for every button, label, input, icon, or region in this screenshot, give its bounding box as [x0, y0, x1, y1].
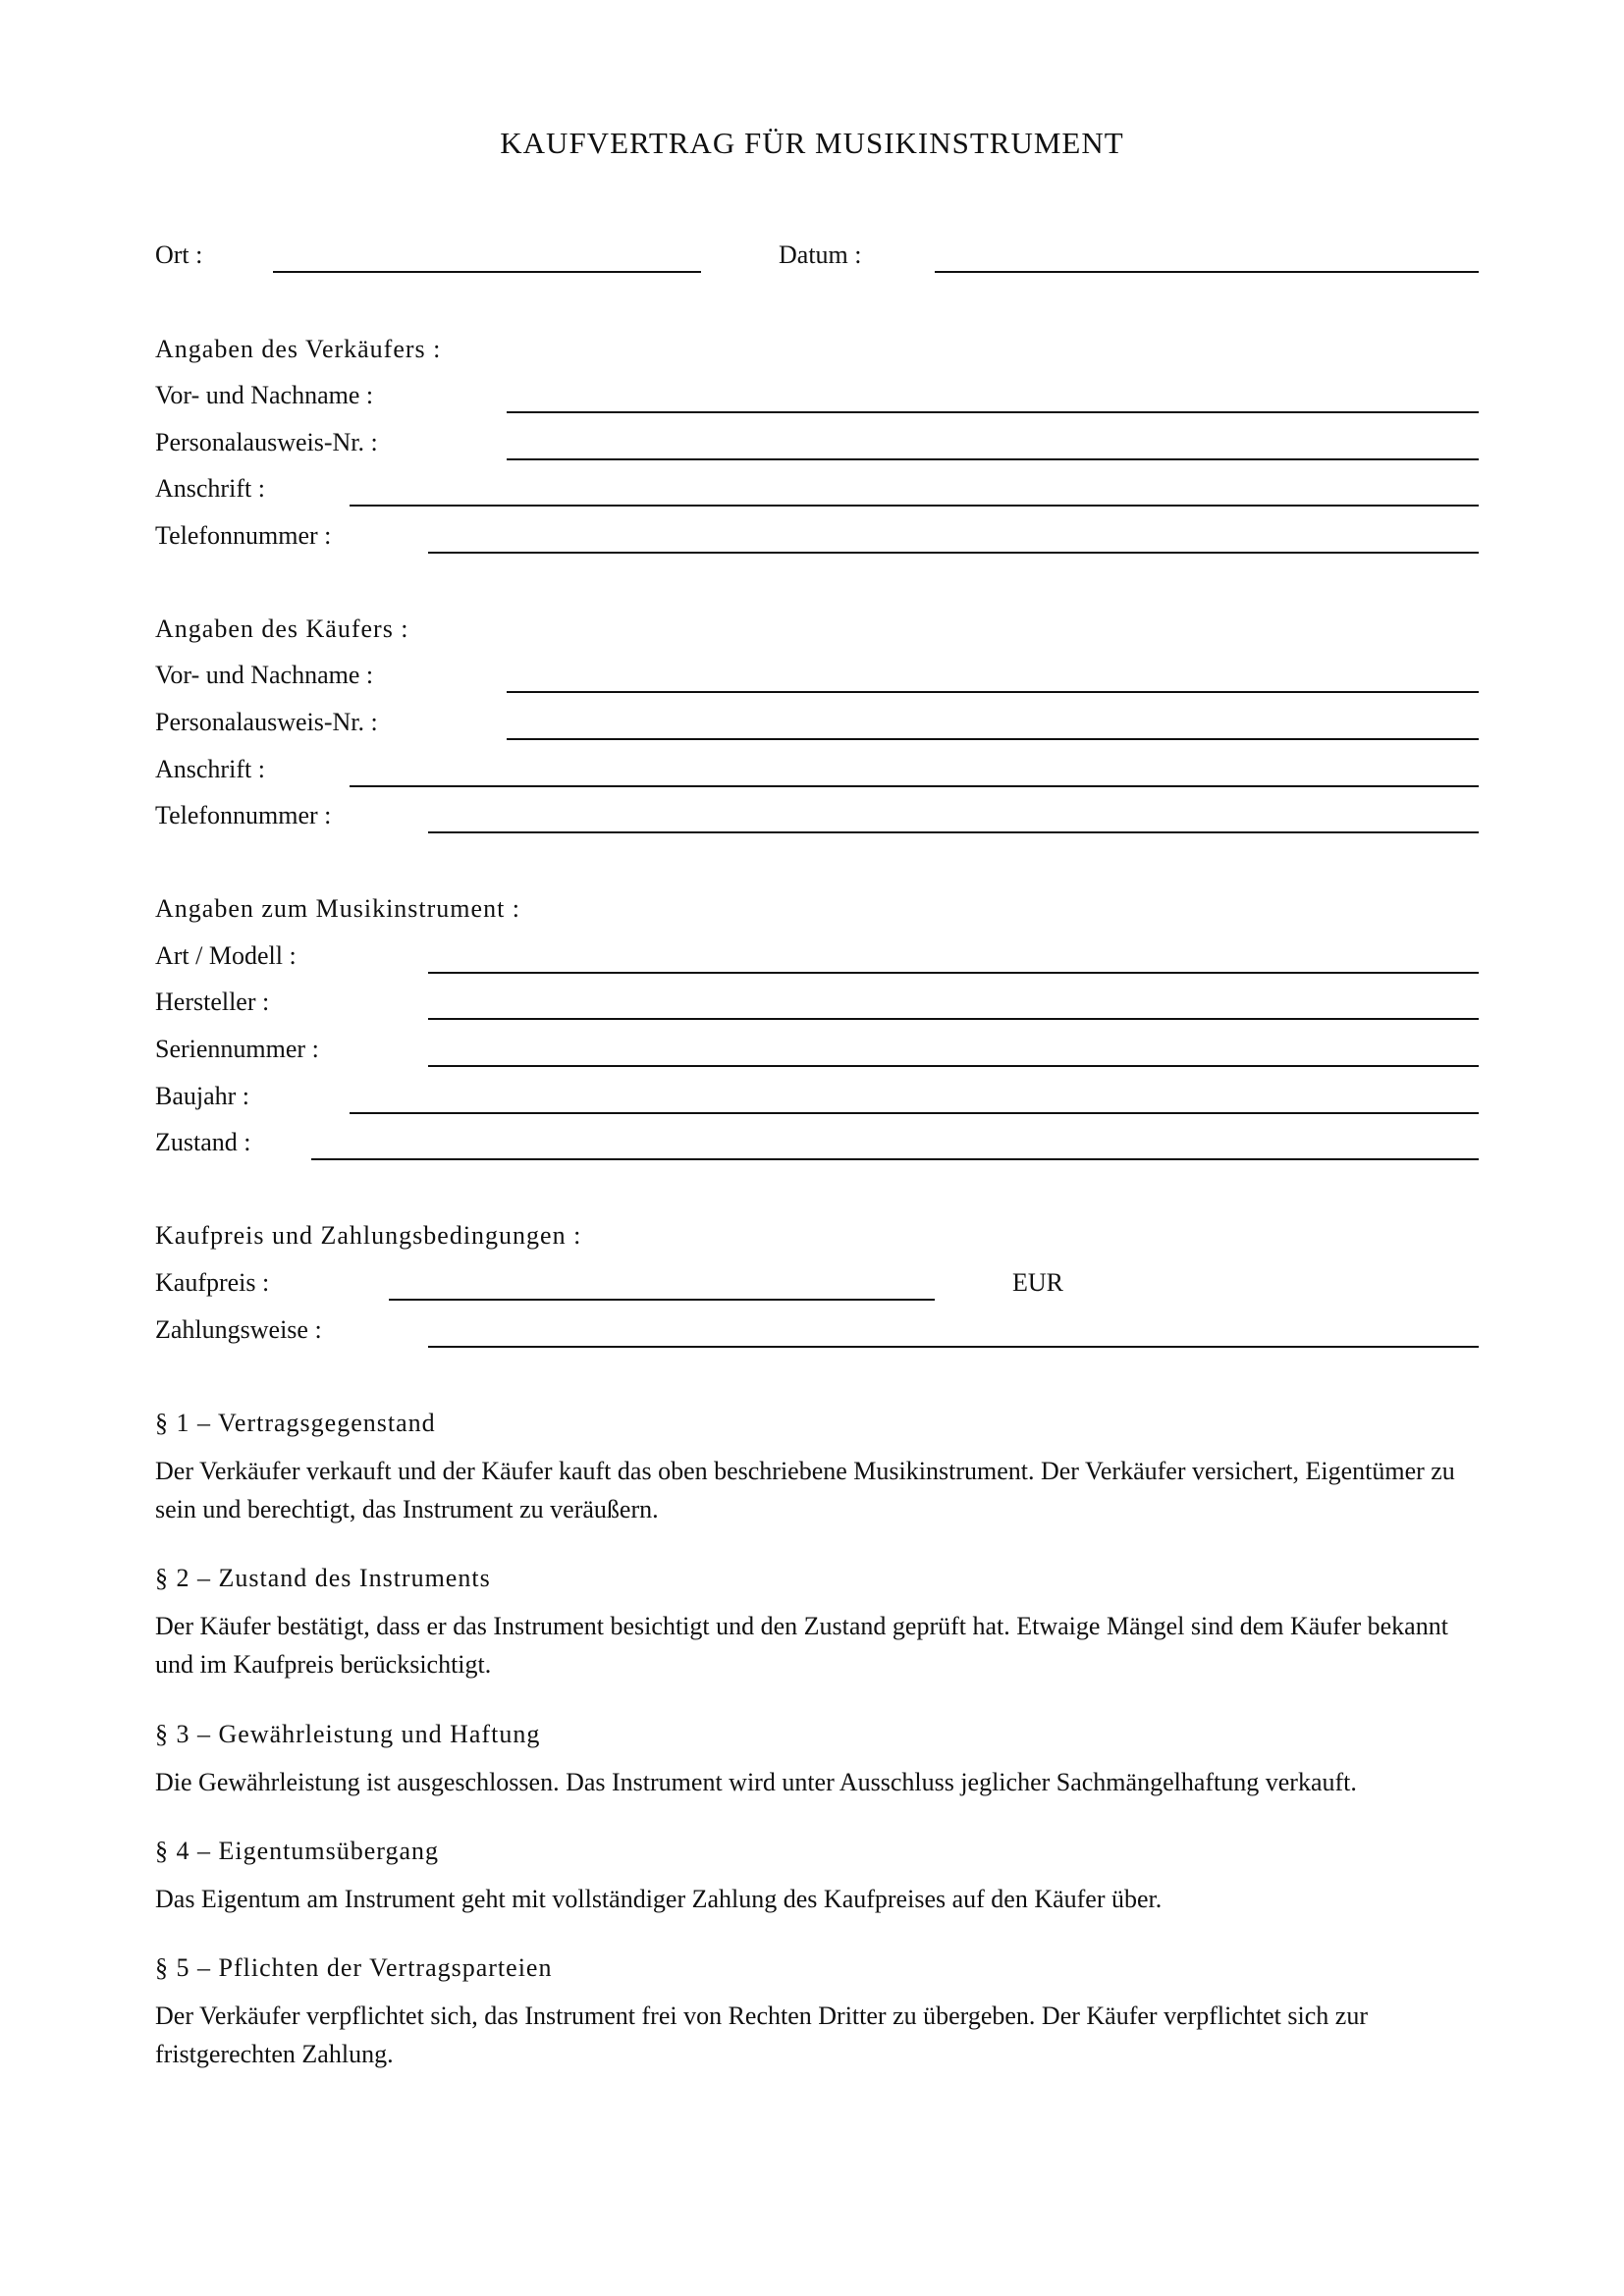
seller-phone-field[interactable]: [428, 552, 1479, 554]
clause-1-heading: § 1 – Vertragsgegenstand: [155, 1409, 436, 1437]
clause-5-text: Der Verkäufer verpflichtet sich, das Instrument frei von Rechten Dritter zu übergeben. Der Käufer verpflichtet sich zur fristgerechten Zahlung.: [155, 2002, 1368, 2068]
buyer-name-field[interactable]: [507, 691, 1479, 693]
instrument-model-label: Art / Modell :: [155, 941, 297, 970]
instrument-year-field[interactable]: [350, 1112, 1479, 1114]
buyer-heading: Angaben des Käufers :: [155, 614, 409, 643]
ort-field[interactable]: [273, 271, 701, 273]
clause-4-heading: § 4 – Eigentumsübergang: [155, 1837, 439, 1865]
ort-label: Ort :: [155, 240, 203, 269]
seller-name-field[interactable]: [507, 411, 1479, 413]
buyer-address-field[interactable]: [350, 785, 1479, 787]
buyer-id-label: Personalausweis-Nr. :: [155, 708, 378, 736]
instrument-condition-field[interactable]: [311, 1158, 1479, 1160]
instrument-model-field[interactable]: [428, 972, 1479, 974]
document-title: KAUFVERTRAG FÜR MUSIKINSTRUMENT: [500, 126, 1124, 160]
instrument-serial-field[interactable]: [428, 1065, 1479, 1067]
instrument-serial-label: Seriennummer :: [155, 1035, 319, 1063]
instrument-condition-label: Zustand :: [155, 1128, 251, 1156]
instrument-maker-label: Hersteller :: [155, 988, 270, 1016]
clause-2-text: Der Käufer bestätigt, dass er das Instrument besichtigt und den Zustand geprüft hat. Etwaige Mängel sind dem Käufer bekannt und im Kaufpreis berücksichtigt.: [155, 1612, 1448, 1679]
buyer-phone-label: Telefonnummer :: [155, 801, 332, 829]
datum-label: Datum :: [779, 240, 862, 269]
seller-address-field[interactable]: [350, 505, 1479, 507]
clause-4-text: Das Eigentum am Instrument geht mit vollständiger Zahlung des Kaufpreises auf den Käufer über.: [155, 1885, 1163, 1913]
seller-id-field[interactable]: [507, 458, 1479, 460]
currency-label: EUR: [1012, 1268, 1063, 1297]
clause-1-text: Der Verkäufer verkauft und der Käufer kauft das oben beschriebene Musikinstrument. Der Verkäufer versichert, Eigentümer zu sein und berechtigt, das Instrument zu veräußern.: [155, 1457, 1455, 1523]
seller-phone-label: Telefonnummer :: [155, 521, 332, 550]
price-field[interactable]: [389, 1299, 935, 1301]
payment-method-field[interactable]: [428, 1346, 1479, 1348]
buyer-phone-field[interactable]: [428, 831, 1479, 833]
instrument-heading: Angaben zum Musikinstrument :: [155, 894, 521, 923]
payment-heading: Kaufpreis und Zahlungsbedingungen :: [155, 1221, 582, 1250]
payment-method-label: Zahlungsweise :: [155, 1315, 322, 1344]
seller-address-label: Anschrift :: [155, 474, 265, 503]
buyer-address-label: Anschrift :: [155, 755, 265, 783]
clause-5-heading: § 5 – Pflichten der Vertragsparteien: [155, 1953, 553, 1982]
instrument-year-label: Baujahr :: [155, 1082, 250, 1110]
seller-name-label: Vor- und Nachname :: [155, 381, 374, 409]
seller-id-label: Personalausweis-Nr. :: [155, 428, 378, 456]
price-label: Kaufpreis :: [155, 1268, 270, 1297]
instrument-maker-field[interactable]: [428, 1018, 1479, 1020]
buyer-name-label: Vor- und Nachname :: [155, 661, 374, 689]
datum-field[interactable]: [935, 271, 1479, 273]
clause-3-heading: § 3 – Gewährleistung und Haftung: [155, 1720, 541, 1748]
buyer-id-field[interactable]: [507, 738, 1479, 740]
clause-2-heading: § 2 – Zustand des Instruments: [155, 1564, 491, 1592]
clause-3-text: Die Gewährleistung ist ausgeschlossen. Das Instrument wird unter Ausschluss jeglicher Sachmängelhaftung verkauft.: [155, 1768, 1357, 1796]
seller-heading: Angaben des Verkäufers :: [155, 335, 442, 363]
